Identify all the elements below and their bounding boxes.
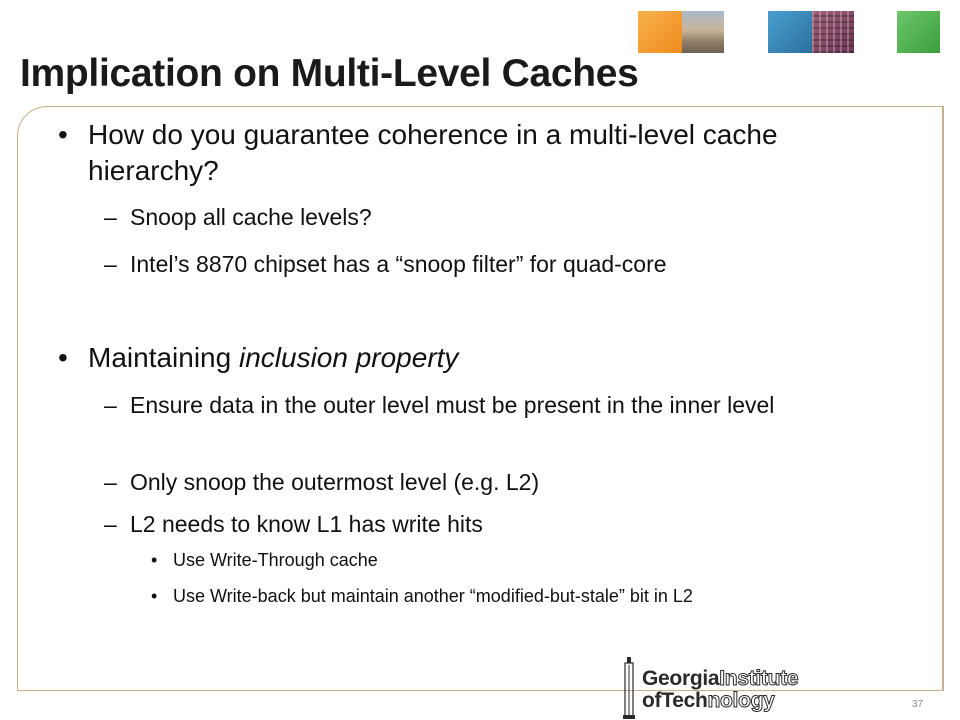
logo-text-nology: nology	[707, 689, 775, 712]
sub-bullet-marker: –	[104, 511, 117, 537]
sub-sub-bullet-marker: •	[151, 550, 158, 570]
logo-line-1	[642, 667, 798, 691]
logo-line-2	[642, 689, 775, 713]
logo-text-tech: Tech	[661, 689, 708, 712]
sub-bullet-marker: –	[104, 204, 117, 230]
logo-text-institute: Institute	[719, 667, 799, 690]
sub-bullet-text: Snoop all cache levels?	[130, 204, 372, 230]
sub-sub-bullet-text: Use Write-Through cache	[173, 550, 378, 570]
bullet-text-emphasis: inclusion property	[238, 342, 459, 373]
georgia-tech-logo	[612, 655, 818, 719]
tech-tower-icon	[622, 657, 636, 719]
sub-bullet-text: Only snoop the outermost level (e.g. L2)	[130, 469, 540, 495]
page-number: 37	[912, 699, 924, 710]
bullet-text	[88, 340, 878, 376]
bullet-text-plain: Maintaining	[88, 342, 239, 373]
sub-sub-bullet-marker: •	[151, 586, 158, 606]
sub-bullet-text: Ensure data in the outer level must be present in the inner level	[130, 392, 775, 418]
sub-bullet-text: Intel’s 8870 chipset has a “snoop filter” for quad-core	[130, 251, 667, 277]
bullet-marker: •	[58, 342, 68, 373]
sub-sub-bullet-text: Use Write-back but maintain another “modified-but-stale” bit in L2	[173, 586, 693, 606]
bullet-text: How do you guarantee coherence in a multi-level cache hierarchy?	[88, 119, 778, 186]
logo-text-of: of	[642, 689, 662, 712]
bullet-marker: •	[58, 119, 68, 150]
sub-bullet-text: L2 needs to know L1 has write hits	[130, 511, 483, 537]
logo-text-georgia: Georgia	[642, 667, 720, 690]
sub-bullet-marker: –	[104, 392, 117, 418]
sub-bullet-marker: –	[104, 469, 117, 495]
sub-bullet-marker: –	[104, 251, 117, 277]
slide-title: Implication on Multi-Level Caches	[20, 52, 639, 95]
